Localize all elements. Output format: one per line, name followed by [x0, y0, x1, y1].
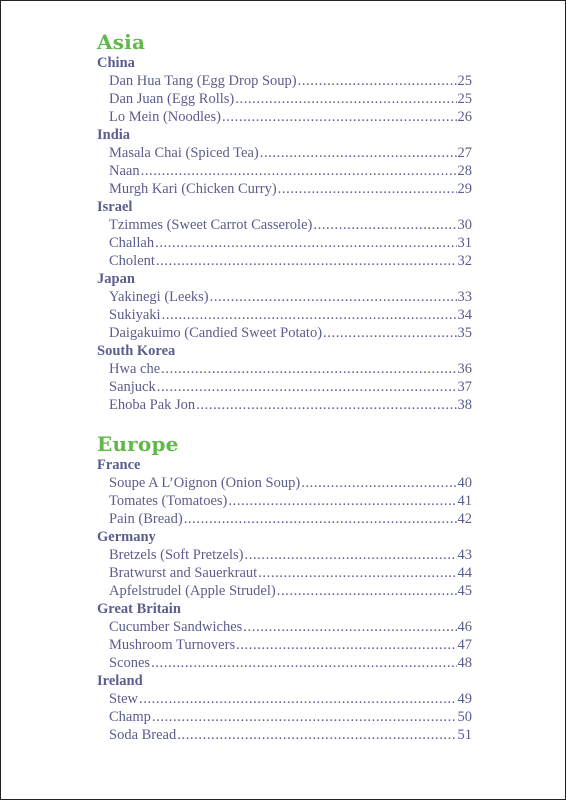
- toc-entry: [109, 618, 472, 636]
- dot-leader: [141, 162, 457, 180]
- country-heading-france: France: [97, 457, 141, 473]
- page-number: 27: [457, 145, 472, 161]
- toc-entry: [109, 708, 472, 726]
- toc-entry: [109, 564, 472, 582]
- recipe-title: Daigakuimo (Candied Sweet Potato): [109, 325, 323, 341]
- recipe-title: Apfelstrudel (Apple Strudel): [109, 583, 276, 599]
- dot-leader: [152, 708, 457, 726]
- page-number: 36: [457, 361, 472, 377]
- table-of-contents: [97, 30, 472, 744]
- dot-leader: [139, 690, 457, 708]
- dot-leader: [222, 108, 457, 126]
- country-heading-israel: Israel: [97, 199, 133, 215]
- page-number: 28: [457, 163, 472, 179]
- recipe-title: Soupe A L’Oignon (Onion Soup): [109, 475, 301, 491]
- recipe-title: Cucumber Sandwiches: [109, 619, 243, 635]
- page-number: 44: [457, 565, 472, 581]
- dot-leader: [243, 618, 456, 636]
- recipe-title: Scones: [109, 655, 151, 671]
- toc-entry: [109, 510, 472, 528]
- recipe-title: Challah: [109, 235, 155, 251]
- dot-leader: [235, 90, 456, 108]
- page-number: 42: [457, 511, 472, 527]
- recipe-title: Yakinegi (Leeks): [109, 289, 209, 305]
- country-heading-india: India: [97, 127, 131, 143]
- recipe-title: Hwa che: [109, 361, 161, 377]
- dot-leader: [151, 654, 456, 672]
- page-number: 34: [457, 307, 472, 323]
- dot-leader: [177, 726, 456, 744]
- recipe-title: Sukiyaki: [109, 307, 161, 323]
- dot-leader: [184, 510, 457, 528]
- page-number: 40: [457, 475, 472, 491]
- recipe-title: Soda Bread: [109, 727, 177, 743]
- dot-leader: [210, 288, 457, 306]
- dot-leader: [301, 474, 456, 492]
- recipe-title: Cholent: [109, 253, 155, 269]
- page-number: 47: [457, 637, 472, 653]
- page-number: 41: [457, 493, 472, 509]
- recipe-title: Mushroom Turnovers: [109, 637, 236, 653]
- toc-entry: [109, 288, 472, 306]
- page-number: 38: [457, 397, 472, 413]
- recipe-title: Bretzels (Soft Pretzels): [109, 547, 244, 563]
- toc-entry: [109, 72, 472, 90]
- recipe-title: Bratwurst and Sauerkraut: [109, 565, 258, 581]
- page-number: 48: [457, 655, 472, 671]
- region-heading-europe: Europe: [97, 432, 179, 456]
- page-number: 51: [457, 727, 472, 743]
- page-number: 49: [457, 691, 472, 707]
- page-number: 26: [457, 109, 472, 125]
- recipe-title: Tomates (Tomatoes): [109, 493, 228, 509]
- toc-entry: [109, 144, 472, 162]
- dot-leader: [157, 378, 457, 396]
- page-number: 50: [457, 709, 472, 725]
- dot-leader: [323, 324, 456, 342]
- page-number: 33: [457, 289, 472, 305]
- recipe-title: Pain (Bread): [109, 511, 183, 527]
- toc-entry: [109, 690, 472, 708]
- page-number: 30: [457, 217, 472, 233]
- toc-entry: [109, 378, 472, 396]
- dot-leader: [155, 234, 456, 252]
- page-number: 43: [457, 547, 472, 563]
- recipe-title: Naan: [109, 163, 140, 179]
- dot-leader: [258, 564, 456, 582]
- page-number: 25: [457, 91, 472, 107]
- dot-leader: [260, 144, 457, 162]
- page-number: 37: [457, 379, 472, 395]
- page-number: 32: [457, 253, 472, 269]
- country-heading-japan: Japan: [97, 271, 135, 287]
- page-number: 46: [457, 619, 472, 635]
- dot-leader: [298, 72, 457, 90]
- toc-entry: [109, 360, 472, 378]
- dot-leader: [161, 360, 456, 378]
- dot-leader: [156, 252, 457, 270]
- recipe-title: Dan Juan (Egg Rolls): [109, 91, 235, 107]
- recipe-title: Lo Mein (Noodles): [109, 109, 221, 125]
- toc-entry: [109, 216, 472, 234]
- toc-entry: [109, 180, 472, 198]
- dot-leader: [162, 306, 457, 324]
- dot-leader: [278, 180, 457, 198]
- toc-entry: [109, 324, 472, 342]
- toc-entry: [109, 636, 472, 654]
- dot-leader: [277, 582, 457, 600]
- toc-entry: [109, 474, 472, 492]
- toc-entry: [109, 654, 472, 672]
- recipe-title: Sanjuck: [109, 379, 156, 395]
- dot-leader: [245, 546, 457, 564]
- toc-entry: [109, 90, 472, 108]
- region-heading-asia: Asia: [97, 30, 146, 54]
- toc-entry: [109, 234, 472, 252]
- toc-entry: [109, 162, 472, 180]
- recipe-title: Ehoba Pak Jon: [109, 397, 196, 413]
- country-heading-ireland: Ireland: [97, 673, 143, 689]
- recipe-title: Stew: [109, 691, 138, 707]
- toc-entry: [109, 582, 472, 600]
- recipe-title: Murgh Kari (Chicken Curry): [109, 181, 277, 197]
- dot-leader: [313, 216, 456, 234]
- toc-entry: [109, 492, 472, 510]
- toc-entry: [109, 306, 472, 324]
- recipe-title: Dan Hua Tang (Egg Drop Soup): [109, 73, 297, 89]
- country-heading-great-britain: Great Britain: [97, 601, 181, 617]
- toc-entry: [109, 546, 472, 564]
- page-number: 35: [457, 325, 472, 341]
- toc-entry: [109, 726, 472, 744]
- page-number: 25: [457, 73, 472, 89]
- recipe-title: Champ: [109, 709, 151, 725]
- recipe-title: Masala Chai (Spiced Tea): [109, 145, 259, 161]
- dot-leader: [236, 636, 456, 654]
- dot-leader: [196, 396, 456, 414]
- country-heading-china: China: [97, 55, 135, 71]
- country-heading-germany: Germany: [97, 529, 156, 545]
- toc-entry: [109, 396, 472, 414]
- dot-leader: [228, 492, 456, 510]
- page-number: 45: [457, 583, 472, 599]
- country-heading-south-korea: South Korea: [97, 343, 176, 359]
- page-number: 29: [457, 181, 472, 197]
- toc-entry: [109, 252, 472, 270]
- page-number: 31: [457, 235, 472, 251]
- toc-entry: [109, 108, 472, 126]
- recipe-title: Tzimmes (Sweet Carrot Casserole): [109, 217, 313, 233]
